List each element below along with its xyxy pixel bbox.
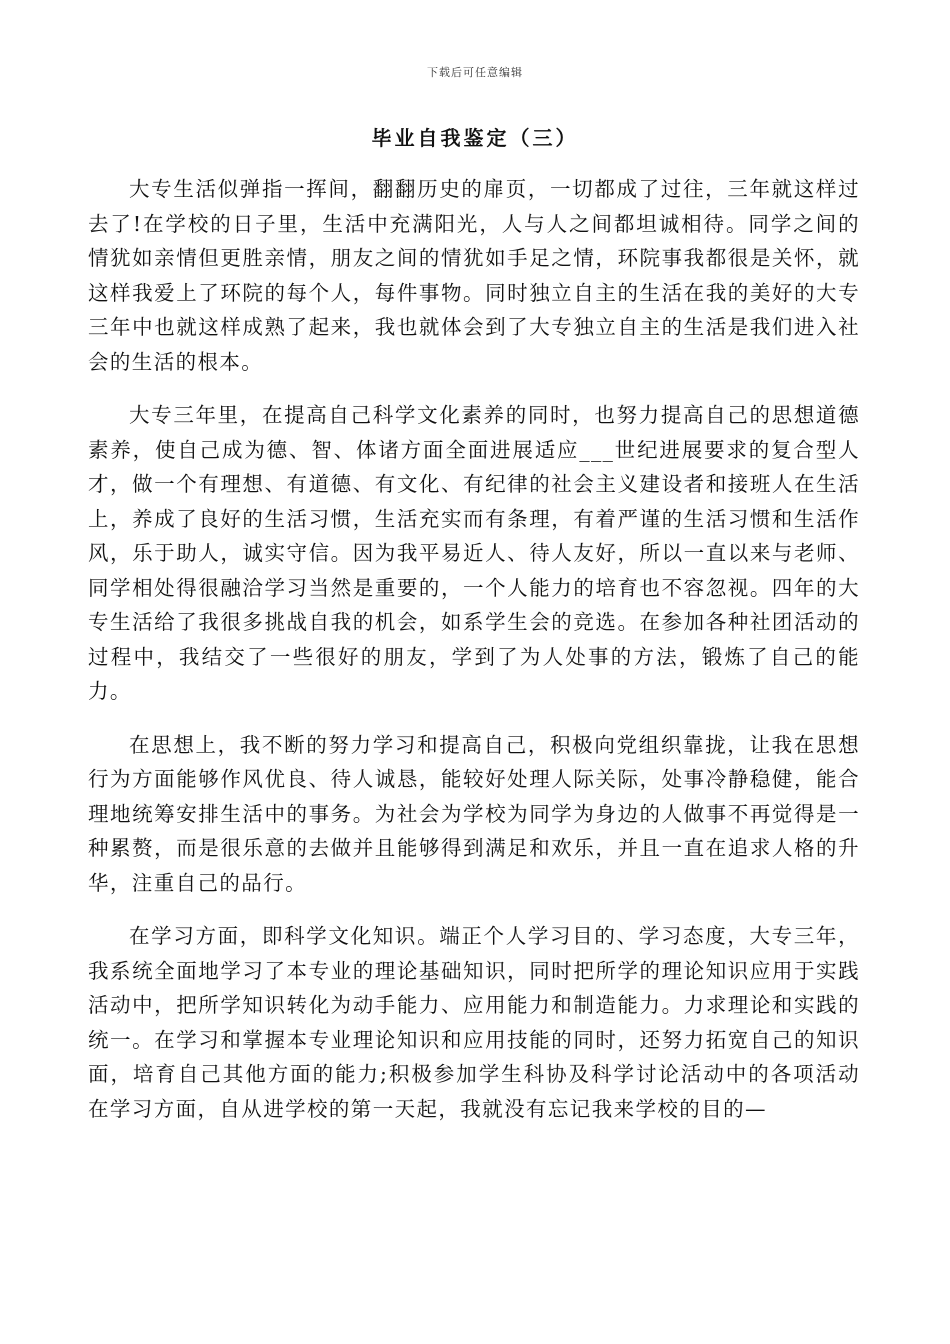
document-body xyxy=(88,172,860,1145)
paragraph-3: 在思想上，我不断的努力学习和提高自己，积极向党组织靠拢，让我在思想行为方面能够作风优良、待人诚恳，能较好处理人际关际，处事冷静稳健，能合理地统筹安排生活中的事务。为社会为学校为同学为身边的人做事不再觉得是一种累赘，而是很乐意的去做并且能够得到满足和欢乐，并且一直在追求人格的升华，注重自己的品行。 xyxy=(88,732,860,895)
header-note: 下载后可任意编辑 xyxy=(427,66,523,79)
paragraph-1: 大专生活似弹指一挥间，翻翻历史的扉页，一切都成了过往，三年就这样过去了!在学校的日子里，生活中充满阳光，人与人之间都坦诚相待。同学之间的情犹如亲情但更胜亲情，朋友之间的情犹如手足之情，环院事我都很是关怀，就这样我爱上了环院的每个人，每件事物。同时独立自主的生活在我的美好的大专三年中也就这样成熟了起来，我也就体会到了大专独立自主的生活是我们进入社会的生活的根本。 xyxy=(88,177,860,374)
paragraph-2: 大专三年里，在提高自己科学文化素养的同时，也努力提高自己的思想道德素养，使自己成为德、智、体诸方面全面进展适应___世纪进展要求的复合型人才，做一个有理想、有道德、有文化、有纪律的社会主义建设者和接班人在生活上，养成了良好的生活习惯，生活充实而有条理，有着严谨的生活习惯和生活作风，乐于助人，诚实守信。因为我平易近人、待人友好，所以一直以来与老师、同学相处得很融洽学习当然是重要的，一个人能力的培育也不容忽视。四年的大专生活给了我很多挑战自我的机会，如系学生会的竞选。在参加各种社团活动的过程中，我结交了一些很好的朋友，学到了为人处事的方法，锻炼了自己的能力。 xyxy=(88,403,860,703)
document-title: 毕业自我鉴定（三） xyxy=(371,126,579,150)
paragraph-4: 在学习方面，即科学文化知识。端正个人学习目的、学习态度，大专三年，我系统全面地学习了本专业的理论基础知识，同时把所学的理论知识应用于实践活动中，把所学知识转化为动手能力、应用能力和制造能力。力求理论和实践的统一。在学习和掌握本专业理论知识和应用技能的同时，还努力拓宽自己的知识面，培育自己其他方面的能力;积极参加学生科协及科学讨论活动中的各项活动在学习方面，自从进学校的第一天起，我就没有忘记我来学校的目的— xyxy=(88,924,860,1121)
